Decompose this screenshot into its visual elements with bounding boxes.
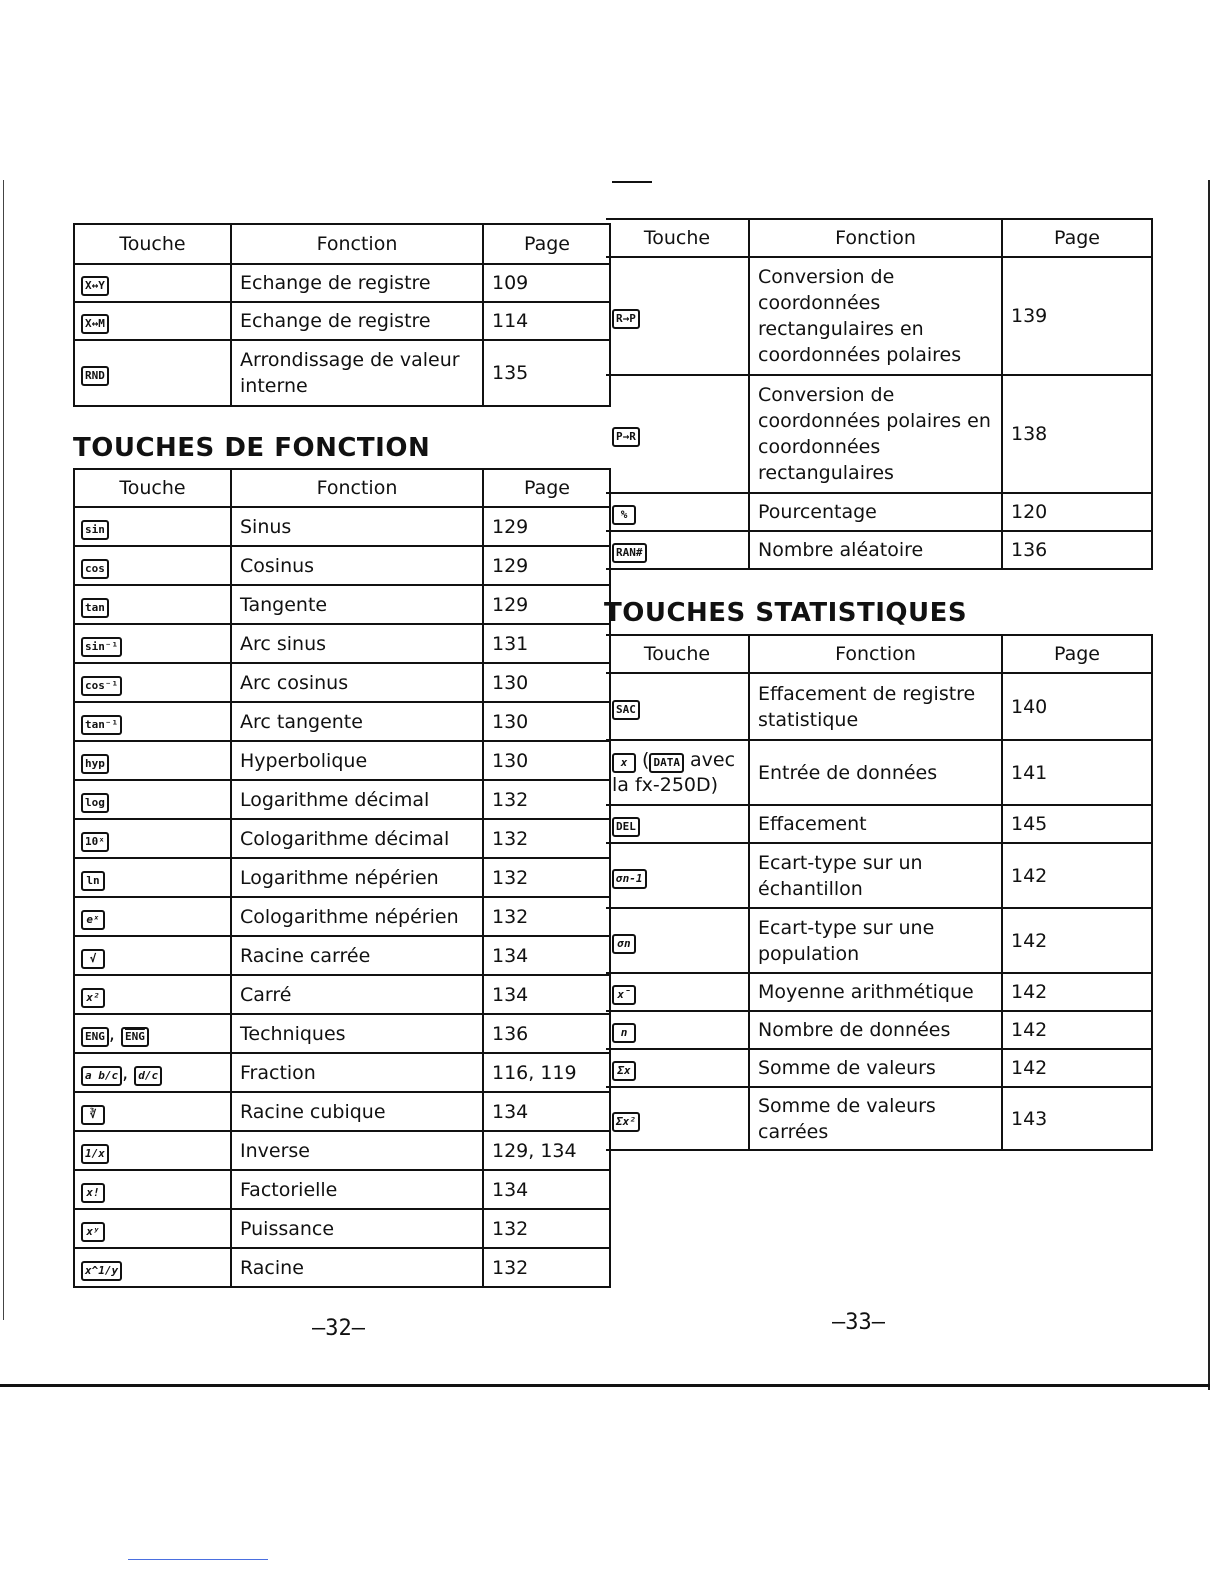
key-cell [74, 1092, 231, 1131]
fonction-cell: Inverse [231, 1131, 483, 1170]
table-header-row [74, 224, 610, 264]
fonction-cell: Arc cosinus [231, 663, 483, 702]
key-cell [74, 858, 231, 897]
table-row [606, 740, 1152, 805]
inverse-key-icon: 1/x [81, 1144, 109, 1164]
root-key-icon: x^1/y [81, 1261, 122, 1281]
table-row [606, 908, 1152, 973]
key-cell [74, 1131, 231, 1170]
fonction-cell: Sinus [231, 507, 483, 546]
fonction-cell: Ecart-type sur un échantillon [749, 843, 1002, 908]
arccos-key-icon: cos⁻¹ [81, 676, 122, 696]
page-cell: 142 [1002, 843, 1152, 908]
header-touche: Touche [74, 224, 231, 264]
key-cell [606, 805, 749, 843]
fonction-cell: Moyenne arithmétique [749, 973, 1002, 1011]
table-row [74, 624, 610, 663]
table-row [74, 546, 610, 585]
eng-key-icon: ENG [81, 1027, 109, 1047]
square-root-key-icon: √ [81, 949, 105, 969]
table-row [74, 741, 610, 780]
key-cell [74, 302, 231, 340]
count-n-key-icon: n [612, 1023, 636, 1043]
table-row [606, 375, 1152, 493]
table-row [74, 975, 610, 1014]
key-cell [74, 936, 231, 975]
page-cell: 131 [483, 624, 610, 663]
page-cell: 134 [483, 975, 610, 1014]
table-row [74, 340, 610, 406]
page-cell: 132 [483, 1209, 610, 1248]
left-border-line [3, 180, 4, 1320]
table-row [74, 663, 610, 702]
section-title-stat: TOUCHES STATISTIQUES [604, 598, 968, 628]
random-key-icon: RAN# [612, 543, 647, 563]
left-top-table [73, 223, 611, 407]
key-cell [74, 663, 231, 702]
tan-key-icon: tan [81, 598, 109, 618]
e-power-x-key-icon: eˣ [81, 910, 105, 930]
page-cell: 143 [1002, 1087, 1152, 1150]
header-fonction: Fonction [231, 469, 483, 507]
table-row [74, 585, 610, 624]
header-page: Page [483, 224, 610, 264]
table-row [74, 1131, 610, 1170]
page-cell: 109 [483, 264, 610, 302]
x-swap-m-key-icon: X↔M [81, 314, 109, 334]
key-cell [74, 546, 231, 585]
x-data-key-icon: x [612, 753, 636, 773]
page-cell: 132 [483, 858, 610, 897]
page-cell: 138 [1002, 375, 1152, 493]
header-page: Page [1002, 219, 1152, 257]
header-fonction: Fonction [749, 219, 1002, 257]
fonction-cell: Somme de valeurs [749, 1049, 1002, 1087]
fonction-cell: Cosinus [231, 546, 483, 585]
fonction-cell: Conversion de coordonnées rectangulaires en coordonnées polaires [749, 257, 1002, 375]
sac-key-icon: SAC [612, 700, 640, 720]
table-row [606, 493, 1152, 531]
key-cell [606, 740, 749, 805]
header-fonction: Fonction [231, 224, 483, 264]
table-row [74, 936, 610, 975]
key-cell [606, 531, 749, 569]
bottom-border-line [0, 1384, 1210, 1387]
page-cell: 132 [483, 897, 610, 936]
page-cell: 129 [483, 546, 610, 585]
page-cell: 130 [483, 663, 610, 702]
fonction-cell: Effacement [749, 805, 1002, 843]
table-row [74, 897, 610, 936]
table-row [74, 858, 610, 897]
key-cell [74, 741, 231, 780]
page-cell: 142 [1002, 1049, 1152, 1087]
table-row [74, 780, 610, 819]
page-cell: 134 [483, 936, 610, 975]
key-cell [606, 257, 749, 375]
fonction-cell: Carré [231, 975, 483, 1014]
page-cell: 142 [1002, 973, 1152, 1011]
dc-key-icon: d/c [134, 1066, 162, 1086]
header-fonction: Fonction [749, 635, 1002, 673]
sigma-n-key-icon: σn [612, 934, 636, 954]
sin-key-icon: sin [81, 520, 109, 540]
cube-root-key-icon: ∛ [81, 1105, 105, 1125]
key-cell [74, 585, 231, 624]
top-mark-line [612, 181, 652, 183]
fonction-cell: Nombre de données [749, 1011, 1002, 1049]
fonction-cell: Pourcentage [749, 493, 1002, 531]
key-cell [606, 843, 749, 908]
fonction-cell: Puissance [231, 1209, 483, 1248]
page-cell: 136 [1002, 531, 1152, 569]
hyp-key-icon: hyp [81, 754, 109, 774]
key-cell [74, 1170, 231, 1209]
page-number-right: –33– [832, 1310, 885, 1335]
del-key-icon: DEL [612, 817, 640, 837]
page-cell: 129 [483, 507, 610, 546]
fonction-cell: Nombre aléatoire [749, 531, 1002, 569]
ln-key-icon: ln [81, 871, 105, 891]
polar-to-rect-key-icon: P→R [612, 427, 640, 447]
page-cell: 142 [1002, 1011, 1152, 1049]
fraction-key-icon: a b/c [81, 1066, 122, 1086]
fonction-cell: Arrondissage de valeur interne [231, 340, 483, 406]
page-cell: 114 [483, 302, 610, 340]
fonction-cell: Tangente [231, 585, 483, 624]
key-cell [74, 507, 231, 546]
fonction-cell: Entrée de données [749, 740, 1002, 805]
fonction-cell: Echange de registre [231, 264, 483, 302]
fonction-cell: Factorielle [231, 1170, 483, 1209]
header-page: Page [1002, 635, 1152, 673]
page-cell: 145 [1002, 805, 1152, 843]
table-row [74, 1053, 610, 1092]
key-cell [74, 780, 231, 819]
page-cell: 134 [483, 1092, 610, 1131]
fonction-cell: Cologarithme népérien [231, 897, 483, 936]
header-touche: Touche [606, 219, 749, 257]
section-title-fonction: TOUCHES DE FONCTION [73, 433, 431, 463]
fonction-cell: Arc tangente [231, 702, 483, 741]
page-number-left: –32– [312, 1316, 365, 1341]
key-cell [606, 1087, 749, 1150]
fonction-cell: Racine [231, 1248, 483, 1287]
percent-key-icon: % [612, 505, 636, 525]
header-touche: Touche [74, 469, 231, 507]
table-header-row [606, 635, 1152, 673]
page-cell: 135 [483, 340, 610, 406]
fonction-table [73, 468, 611, 1288]
page-cell: 132 [483, 1248, 610, 1287]
key-cell [606, 908, 749, 973]
page-cell: 139 [1002, 257, 1152, 375]
table-row [74, 264, 610, 302]
rect-to-polar-key-icon: R→P [612, 309, 640, 329]
table-row [606, 257, 1152, 375]
key-cell [74, 819, 231, 858]
page-cell: 116, 119 [483, 1053, 610, 1092]
key-cell: a b/c , d/c [74, 1053, 231, 1092]
header-touche: Touche [606, 635, 749, 673]
power-key-icon: xʸ [81, 1222, 105, 1242]
table-row [606, 973, 1152, 1011]
key-cell [74, 975, 231, 1014]
key-cell [74, 264, 231, 302]
key-cell [606, 673, 749, 740]
table-row [606, 1049, 1152, 1087]
fonction-cell: Racine cubique [231, 1092, 483, 1131]
mean-key-icon: x̄ [612, 985, 636, 1005]
key-cell [74, 624, 231, 663]
fonction-cell: Conversion de coordonnées polaires en coordonnées rectangulaires [749, 375, 1002, 493]
table-header-row [74, 469, 610, 507]
fonction-cell: Echange de registre [231, 302, 483, 340]
fonction-cell: Ecart-type sur une population [749, 908, 1002, 973]
table-row [606, 805, 1152, 843]
x-squared-key-icon: x² [81, 988, 105, 1008]
fonction-cell: Somme de valeurs carrées [749, 1087, 1002, 1150]
page-cell: 134 [483, 1170, 610, 1209]
table-row [74, 1014, 610, 1053]
table-row [606, 1087, 1152, 1150]
cos-key-icon: cos [81, 559, 109, 579]
header-page: Page [483, 469, 610, 507]
fonction-cell: Logarithme décimal [231, 780, 483, 819]
right-border-line [1208, 180, 1210, 1390]
factorial-key-icon: x! [81, 1183, 105, 1203]
table-row [74, 1170, 610, 1209]
key-cell [606, 1011, 749, 1049]
arctan-key-icon: tan⁻¹ [81, 715, 122, 735]
page-cell: 141 [1002, 740, 1152, 805]
page-cell: 132 [483, 819, 610, 858]
page-cell: 129, 134 [483, 1131, 610, 1170]
table-row [606, 1011, 1152, 1049]
key-cell [74, 702, 231, 741]
key-note: avec la fx-250D) [612, 749, 736, 796]
key-cell: ENG , $\overline{ENG}$ [74, 1014, 231, 1053]
stat-table [606, 634, 1153, 1151]
table-row [74, 702, 610, 741]
eng-shift-key-icon: $\overline{ENG}$ [121, 1027, 149, 1047]
blue-underline [128, 1559, 268, 1560]
sigma-n-minus-1-key-icon: σn-1 [612, 869, 647, 889]
rnd-key-icon: RND [81, 366, 109, 386]
fonction-cell: Hyperbolique [231, 741, 483, 780]
table-row [606, 531, 1152, 569]
fonction-cell: Fraction [231, 1053, 483, 1092]
ten-power-x-key-icon: 10ˣ [81, 832, 109, 852]
data-key-icon: DATA [649, 753, 684, 773]
page-cell: 130 [483, 702, 610, 741]
table-row [606, 673, 1152, 740]
fonction-cell: Arc sinus [231, 624, 483, 663]
page-cell: 130 [483, 741, 610, 780]
page-cell: 140 [1002, 673, 1152, 740]
key-paren: ( [642, 749, 650, 771]
fonction-cell: Racine carrée [231, 936, 483, 975]
key-cell [606, 375, 749, 493]
right-top-table [606, 218, 1153, 570]
page-cell: 136 [483, 1014, 610, 1053]
table-row [74, 819, 610, 858]
fonction-cell: Cologarithme décimal [231, 819, 483, 858]
table-row [74, 1248, 610, 1287]
table-header-row [606, 219, 1152, 257]
key-cell [606, 973, 749, 1011]
table-row [74, 302, 610, 340]
table-row [606, 843, 1152, 908]
x-swap-y-key-icon: X↔Y [81, 276, 109, 296]
fonction-cell: Logarithme népérien [231, 858, 483, 897]
sum-x-squared-key-icon: Σx² [612, 1112, 640, 1132]
sum-x-key-icon: Σx [612, 1061, 636, 1081]
key-cell [74, 1209, 231, 1248]
log-key-icon: log [81, 793, 109, 813]
key-cell [606, 1049, 749, 1087]
page-cell: 132 [483, 780, 610, 819]
key-cell [74, 897, 231, 936]
page-cell: 129 [483, 585, 610, 624]
table-row [74, 1092, 610, 1131]
fonction-cell: Effacement de registre statistique [749, 673, 1002, 740]
arcsin-key-icon: sin⁻¹ [81, 637, 122, 657]
key-cell [606, 493, 749, 531]
key-cell [74, 340, 231, 406]
page-cell: 142 [1002, 908, 1152, 973]
page-cell: 120 [1002, 493, 1152, 531]
fonction-cell: Techniques [231, 1014, 483, 1053]
table-row [74, 1209, 610, 1248]
key-cell [74, 1248, 231, 1287]
table-row [74, 507, 610, 546]
